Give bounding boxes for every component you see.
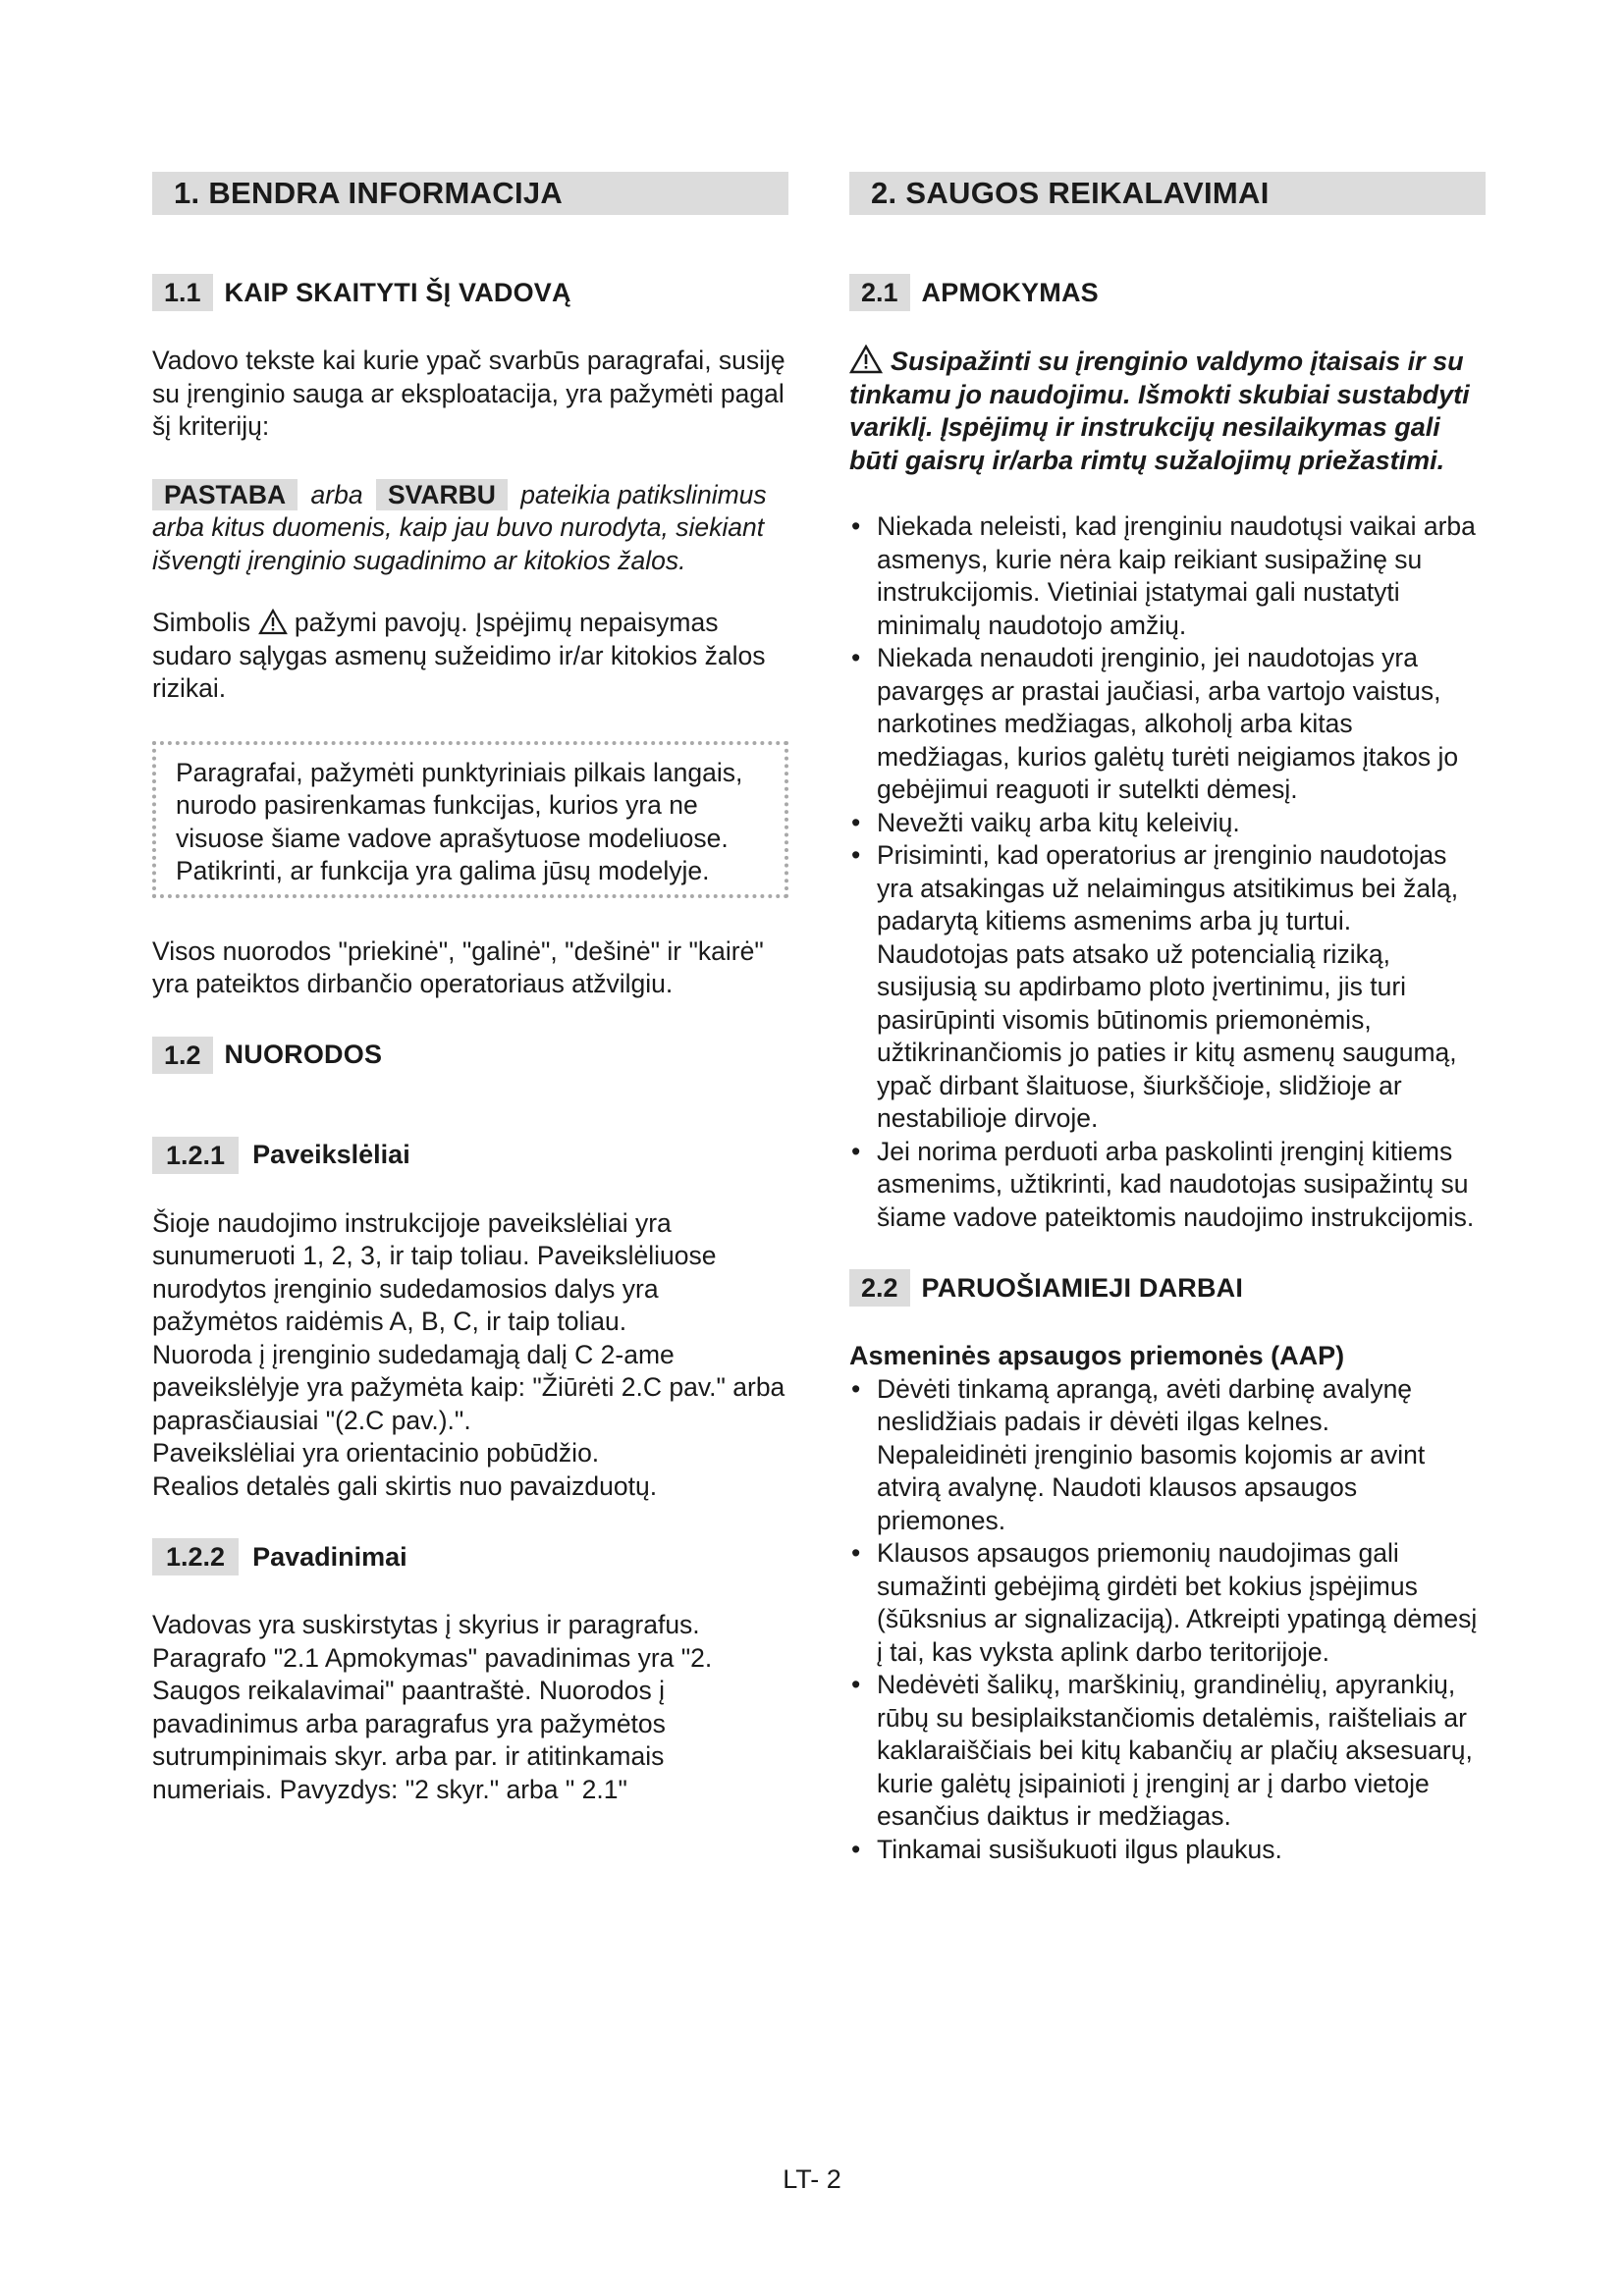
ppe-list xyxy=(849,1373,1486,1867)
heading-number: 1.2.1 xyxy=(152,1137,239,1174)
note-tag-svarbu: SVARBU xyxy=(376,479,508,510)
references-paragraph: Visos nuorodos "priekinė", "galinė", "dešinė" ir "kairė" yra pateiktos dirbančio operatoriaus atžvilgiu. xyxy=(152,935,764,998)
list-item: • Niekada neleisti, kad įrenginiu naudotųsi vaikai arba asmenys, kurie nėra kaip reikiant susipažinę su instrukcijomis. Vietiniai įstatymai gali nustatyti minimalų naudotojo amžių. xyxy=(849,510,1486,642)
section-title-2: 2. SAUGOS REIKALAVIMAI xyxy=(849,172,1486,215)
heading-text: NUORODOS xyxy=(224,1040,383,1069)
heading-number: 1.1 xyxy=(152,274,213,311)
optional-feature-text: Paragrafai, pažymėti punktyriniais pilkais langais, nurodo pasirenkamas funkcijas, kurios yra ne visuose šiame vadove aprašytuose modeliuose. Patikrinti, ar funkcija yra galima jūsų modelyje. xyxy=(176,757,743,885)
warning-triangle-icon xyxy=(258,609,288,635)
intro-paragraph: Vadovo tekste kai kurie ypač svarbūs paragrafai, susiję su įrenginio sauga ar eksploatacija, yra pažymėti pagal šį kriterijų: xyxy=(152,346,785,441)
list-item: • Prisiminti, kad operatorius ar įrenginio naudotojas yra atsakingas už nelaimingus atsitikimus bei žalą, padarytą kitiems asmenims arba jų turtui. Naudotojas pats atsako už potencialią riziką, susijusią su apdirbamo ploto įvertinimu, jis turi pasirūpinti visomis būtinomis priemonėmis, užtikrinančiomis jo paties ir kitų asmenų saugumą, ypač dirbant šlaituose, šiurkščioje, slidžioje ar nestabilioje dirvoje. xyxy=(849,839,1486,1136)
figures-line: Realios detalės gali skirtis nuo pavaizduotų. xyxy=(152,1470,658,1501)
heading-text: APMOKYMAS xyxy=(921,277,1099,307)
ppe-subheading: Asmeninės apsaugos priemonės (AAP) xyxy=(849,1341,1345,1370)
page-number: LT- 2 xyxy=(783,2164,841,2194)
note-text: pateikia patikslinimus arba kitus duomenis, kaip jau buvo nurodyta, siekiant išvengti įrenginio sugadinimo ar kitokios žalos. xyxy=(152,479,767,575)
training-warning xyxy=(849,345,1486,477)
heading-1-2 xyxy=(152,1037,788,1074)
list-item: • Dėvėti tinkamą aprangą, avėti darbinę avalynę neslidžiais padais ir dėvėti ilgas kelnes. Nepaleidinėti įrenginio basomis kojomis ar avint atvirą avalynę. Naudoti klausos apsaugos priemones. xyxy=(849,1373,1486,1538)
heading-1-2-1 xyxy=(152,1137,788,1174)
heading-text: Paveikslėliai xyxy=(252,1140,410,1169)
note-paragraph xyxy=(152,479,788,578)
figures-paragraph xyxy=(152,1207,788,1504)
heading-text: Pavadinimai xyxy=(252,1541,407,1572)
list-item: • Tinkamai susišukuoti ilgus plaukus. xyxy=(849,1834,1486,1867)
note-mid: arba xyxy=(310,479,363,509)
heading-number: 1.2 xyxy=(152,1037,213,1074)
list-item: • Niekada nenaudoti įrenginio, jei naudotojas yra pavargęs ar prastai jaučiasi, arba vartojo vaistus, narkotines medžiagas, alkoholį arba kitas medžiagas, kurios galėtų turėti neigiamos įtakos jo gebėjimui reaguoti ir sutelkti dėmesį. xyxy=(849,642,1486,807)
heading-number: 2.1 xyxy=(849,274,910,311)
heading-2-1 xyxy=(849,274,1486,311)
heading-text: PARUOŠIAMIEJI DARBAI xyxy=(921,1272,1244,1303)
warning-triangle-icon xyxy=(849,345,883,374)
heading-number: 2.2 xyxy=(849,1269,910,1307)
warning-text: Susipažinti su įrenginio valdymo įtaisais ir su tinkamu jo naudojimu. Išmokti skubiai sustabdyti variklį. Įspėjimų ir instrukcijų nesilaikymas gali būti gaisrų ir/arba rimtų sužalojimų priežastimi. xyxy=(849,347,1470,475)
section-title-1: 1. BENDRA INFORMACIJA xyxy=(152,172,788,215)
symbol-paragraph xyxy=(152,607,788,706)
note-tag-pastaba: PASTABA xyxy=(152,479,298,510)
left-column xyxy=(152,172,788,1842)
list-item: • Klausos apsaugos priemonių naudojimas gali sumažinti gebėjimą girdėti bet kokius įspėjimus (šūksnius ar signalizaciją). Atkreipti ypatingą dėmesį į tai, kas vyksta aplink darbo teritorijoje. xyxy=(849,1537,1486,1669)
figures-line: Šioje naudojimo instrukcijoje paveikslėliai yra sunumeruoti 1, 2, 3, ir taip toliau. Paveikslėliuose nurodytos įrenginio sudedamosios dalys yra pažymėtos raidėmis A, B, C, ir taip toliau. xyxy=(152,1207,717,1336)
symbol-before: Simbolis xyxy=(152,608,251,637)
heading-2-2 xyxy=(849,1269,1486,1307)
titles-paragraph: Vadovas yra suskirstytas į skyrius ir paragrafus. Paragrafo "2.1 Apmokymas" pavadinimas yra "2. Saugos reikalavimai" paantraštė. Nuorodos į pavadinimus arba paragrafus yra pažymėtos sutrumpinimais skyr. arba par. ir atitinkamais numeriais. Pavyzdys: "2 skyr." arba " 2.1" xyxy=(152,1610,713,1804)
right-column xyxy=(849,172,1486,1866)
list-item: • Jei norima perduoti arba paskolinti įrenginį kitiems asmenims, užtikrinti, kad naudotojas susipažintų su šiame vadove pateiktomis naudojimo instrukcijomis. xyxy=(849,1136,1486,1235)
optional-feature-box xyxy=(152,741,788,898)
heading-1-1 xyxy=(152,274,788,311)
list-item: • Nedėvėti šalikų, marškinių, grandinėlių, apyrankių, rūbų su besiplaikstančiomis detalėmis, raišteliais ar kaklaraiščiais bei kitų kabančių ar plačių aksesuarų, kurie galėtų įsipainioti į įrenginį ar į darbo vietoje esančius daiktus ir medžiagas. xyxy=(849,1669,1486,1834)
heading-number: 1.2.2 xyxy=(152,1538,239,1575)
heading-text: KAIP SKAITYTI ŠĮ VADOVĄ xyxy=(224,277,571,307)
list-item: • Nevežti vaikų arba kitų keleivių. xyxy=(849,807,1486,840)
heading-1-2-2 xyxy=(152,1538,788,1575)
figures-line: Nuoroda į įrenginio sudedamąją dalį C 2-ame paveikslėlyje yra pažymėta kaip: "Žiūrėti 2.C pav." arba paprasčiausiai "(2.C pav.).". xyxy=(152,1339,785,1435)
figures-line: Paveikslėliai yra orientacinio pobūdžio. xyxy=(152,1438,600,1468)
training-list xyxy=(849,510,1486,1234)
symbol-after: pažymi pavojų. Įspėjimų nepaisymas sudaro sąlygas asmenų sužeidimo ir/ar kitokios žalos rizikai. xyxy=(152,608,766,703)
